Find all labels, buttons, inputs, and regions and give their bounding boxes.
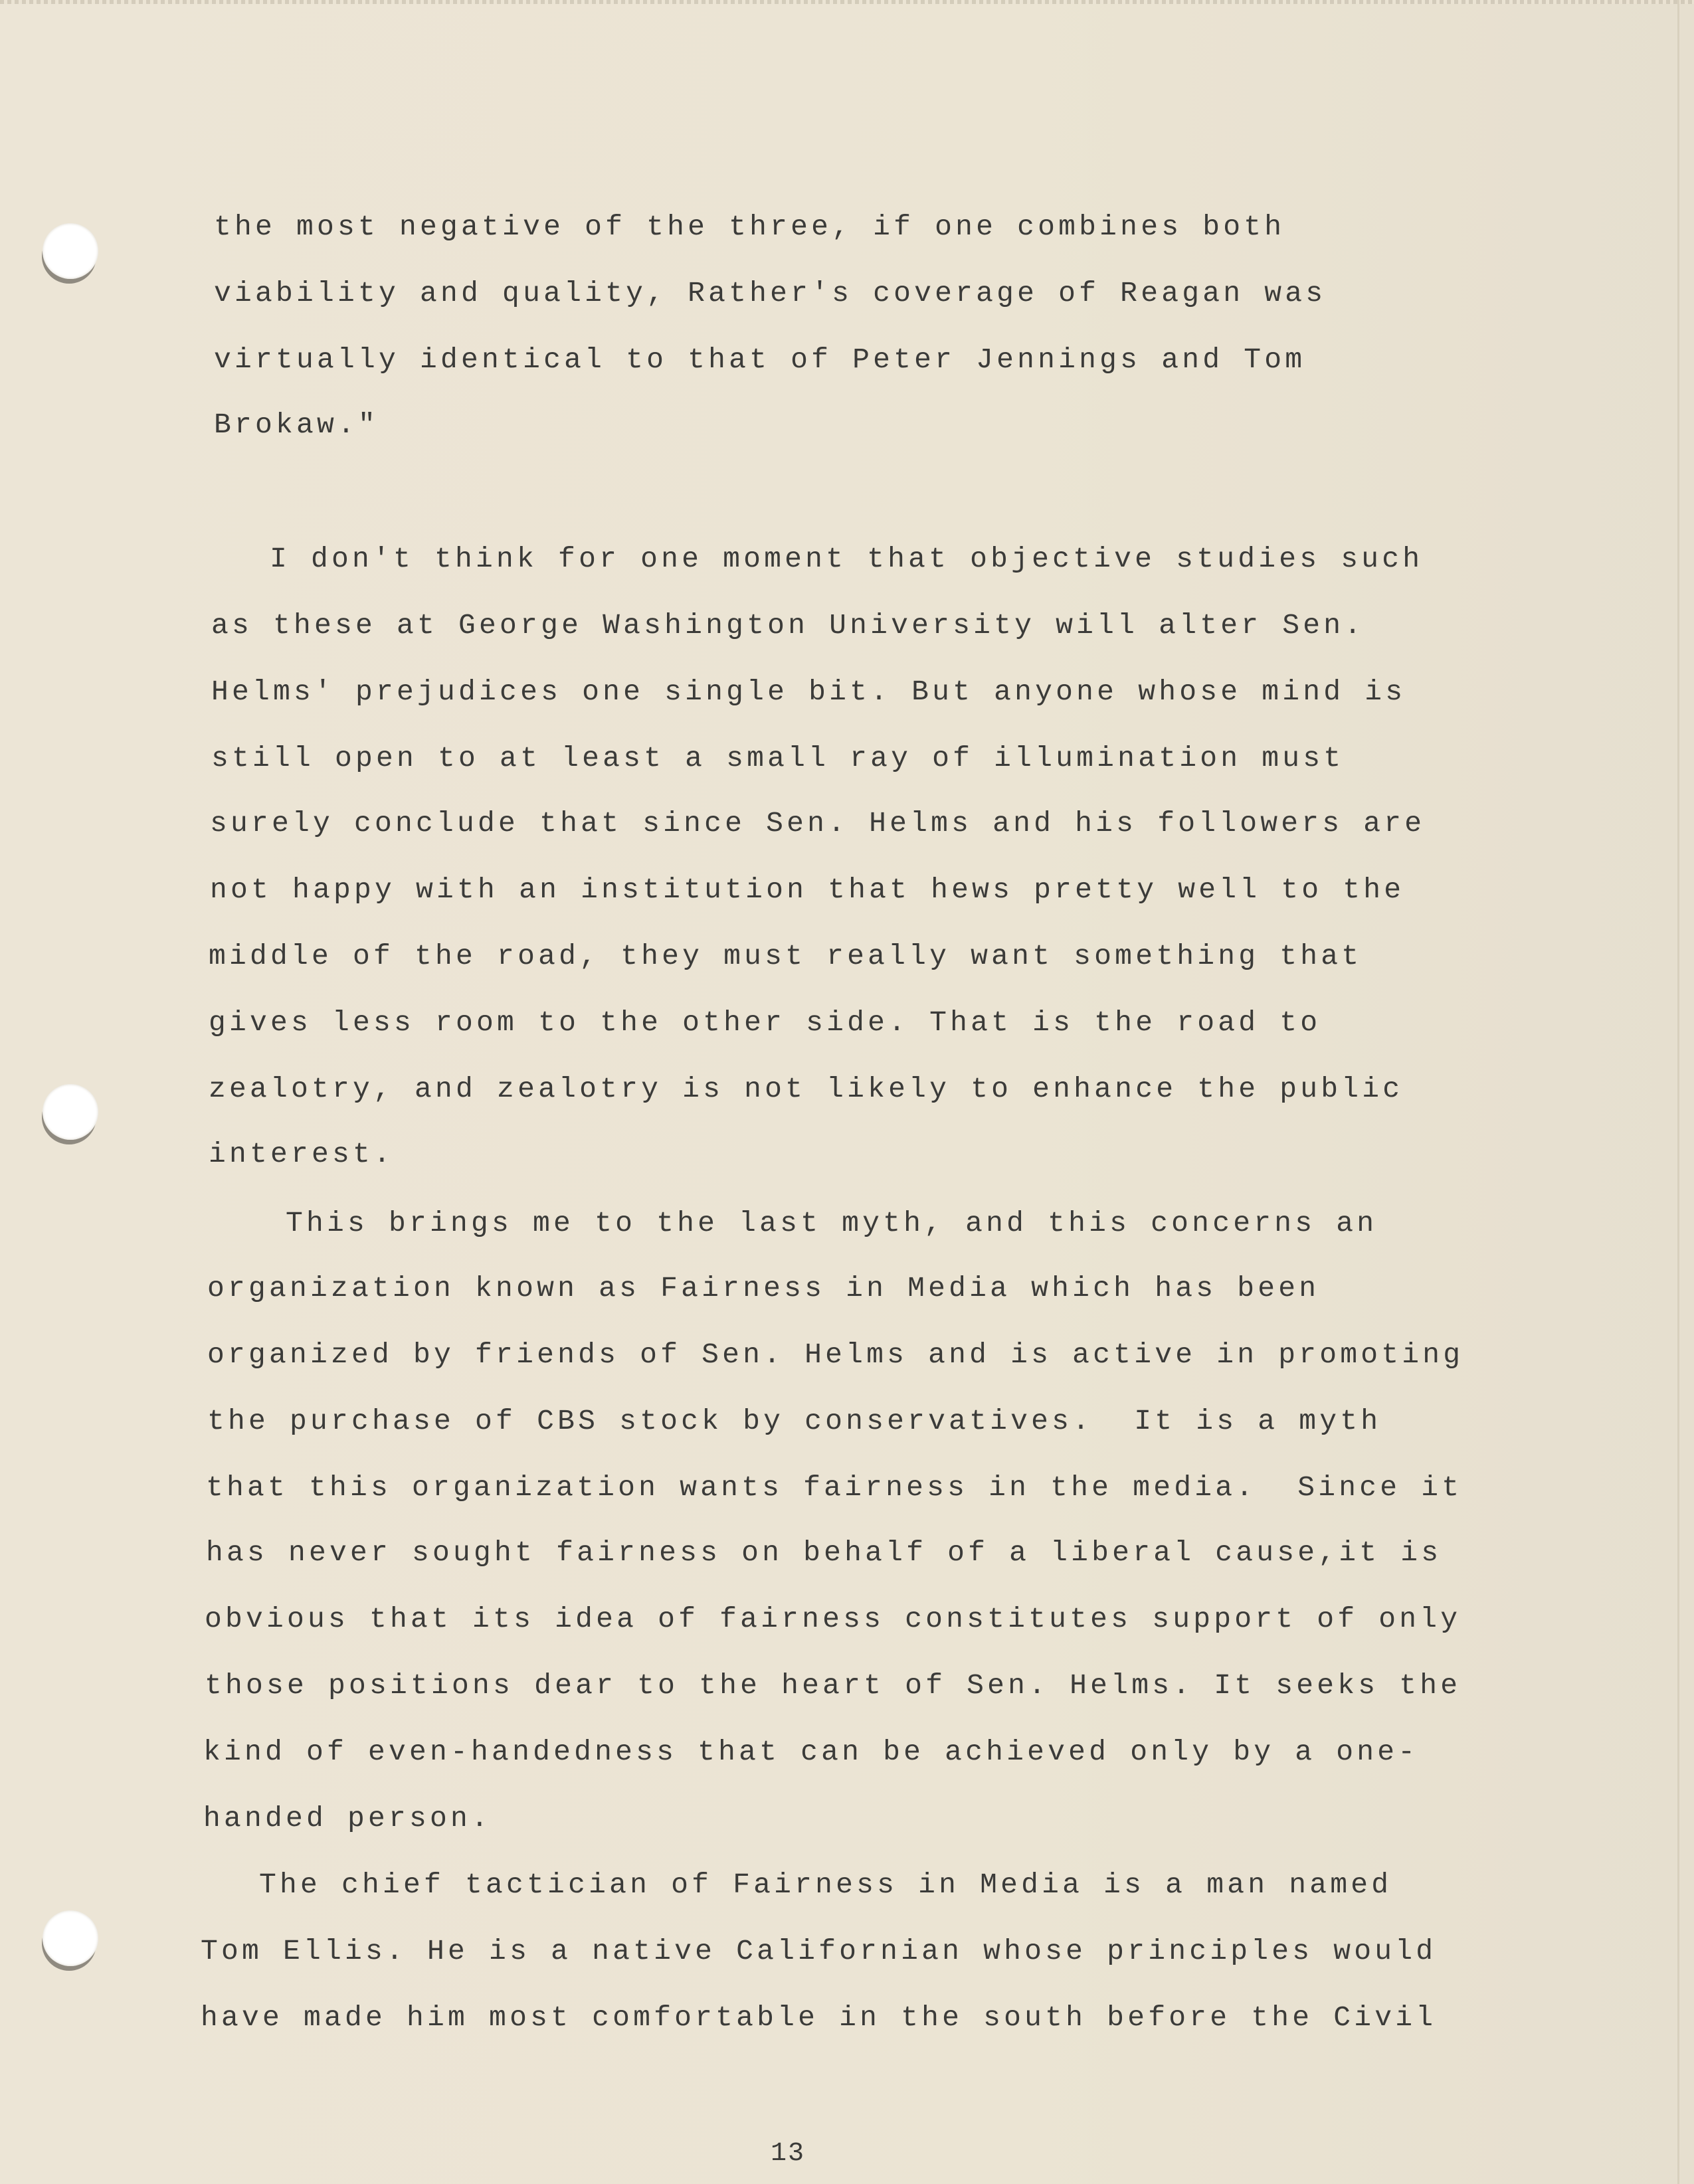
text-line: This brings me to the last myth, and this concerns an (286, 1207, 1378, 1239)
text-line: viability and quality, Rather's coverage of Reagan was (214, 277, 1327, 310)
text-line: I don't think for one moment that objective studies such (270, 543, 1424, 575)
text-line: still open to at least a small ray of illumination must (211, 742, 1345, 774)
text-line: The chief tactician of Fairness in Media is a man named (259, 1868, 1392, 1901)
text-line: as these at George Washington University will alter Sen. (211, 609, 1365, 642)
text-line: have made him most comfortable in the south before the Civil (201, 2001, 1437, 2034)
text-line: virtually identical to that of Peter Jennings and Tom (214, 343, 1306, 376)
text-line: middle of the road, they must really want something that (209, 940, 1363, 972)
text-line: zealotry, and zealotry is not likely to enhance the public (209, 1073, 1404, 1105)
text-line: the most negative of the three, if one combines both (214, 211, 1285, 243)
text-line: Brokaw." (214, 409, 379, 441)
text-line: those positions dear to the heart of Sen. Helms. It seeks the (205, 1669, 1461, 1702)
text-line: Helms' prejudices one single bit. But anyone whose mind is (211, 676, 1406, 708)
text-line: obvious that its idea of fairness constitutes support of only (205, 1603, 1461, 1635)
text-line: kind of even-handedness that can be achieved only by a one- (203, 1736, 1419, 1768)
text-line: Tom Ellis. He is a native Californian whose principles would (201, 1935, 1437, 1967)
text-line: organization known as Fairness in Media which has been (207, 1272, 1320, 1305)
text-line: the purchase of CBS stock by conservatives. It is a myth (207, 1405, 1382, 1437)
page-number: 13 (771, 2139, 806, 2169)
text-line: interest. (209, 1138, 395, 1170)
text-line: handed person. (203, 1802, 492, 1835)
text-line: gives less room to the other side. That is the road to (209, 1006, 1321, 1039)
text-line: organized by friends of Sen. Helms and is active in promoting (207, 1338, 1464, 1371)
text-line: has never sought fairness on behalf of a liberal cause,it is (206, 1536, 1442, 1569)
text-line: surely conclude that since Sen. Helms and his followers are (210, 807, 1426, 840)
text-line: that this organization wants fairness in the media. Since it (206, 1471, 1463, 1504)
text-line: not happy with an institution that hews pretty well to the (210, 873, 1405, 906)
